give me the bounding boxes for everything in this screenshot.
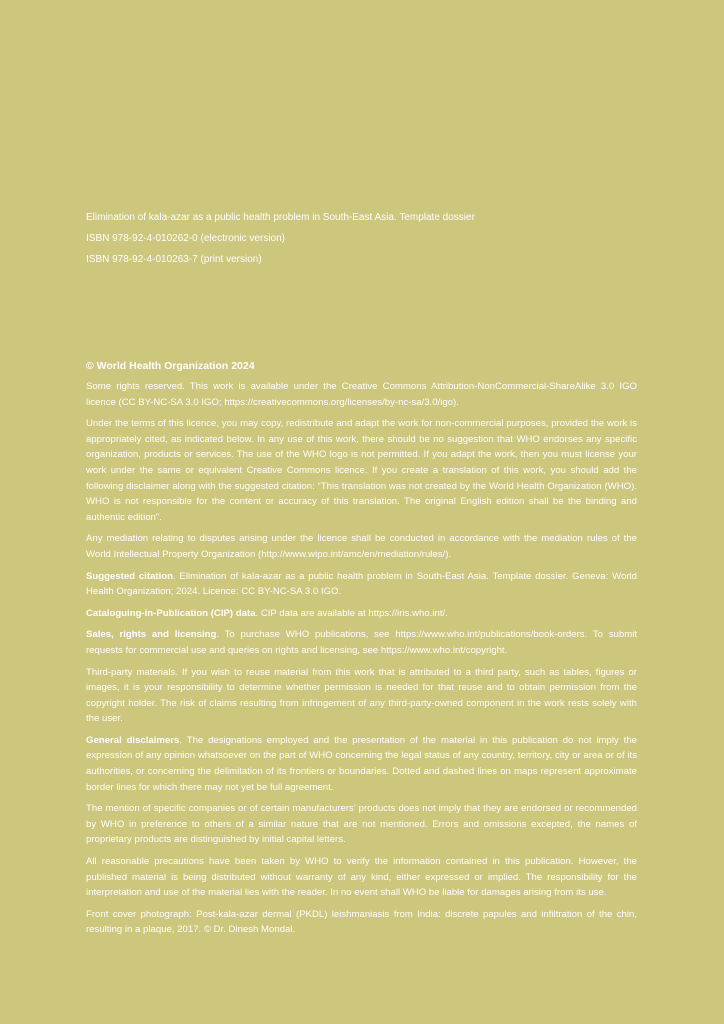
citation-paragraph [86, 569, 637, 600]
precautions-paragraph: All reasonable precautions have been taken by WHO to verify the information contained in this publication. However, the published material is being distributed without warranty of any kind, either expressed or implied. The responsibility for the interpretation and use of the material lies with the reader. In no event shall WHO be liable for damages arising from its use. [86, 856, 637, 899]
disclaimers-text: . The designations employed and the presentation of the material in this publication do not imply the expression of any opinion whatsoever on the part of WHO concerning the legal status of any country, territory, city or area or of its authorities, or concerning the delimitation of its frontiers or boundaries. Dotted and dashed lines on maps represent approximate border lines for which there may not yet be full agreement. [86, 734, 637, 793]
disclaimers-label: General disclaimers [86, 734, 180, 746]
rights-paragraph: Some rights reserved. This work is available under the Creative Commons Attribution-NonCommercial-ShareAlike 3.0 IGO licence (CC BY-NC-SA 3.0 IGO; https://creativecommons.org/licenses/by-nc-sa/3.0/igo). [86, 381, 637, 408]
isbn-print: ISBN 978-92-4-010263-7 (print version) [86, 254, 262, 265]
copyright-heading: © World Health Organization 2024 [86, 360, 255, 372]
isbn-electronic: ISBN 978-92-4-010262-0 (electronic version) [86, 233, 285, 244]
copyright-notice [86, 359, 637, 944]
disclaimers-paragraph [86, 733, 637, 795]
sales-paragraph [86, 627, 637, 658]
third-party-paragraph: Third-party materials. If you wish to reuse material from this work that is attributed to a third party, such as tables, figures or images, it is your responsibility to determine whether permission is needed for that reuse and to obtain permission from the copyright holder. The risk of claims resulting from infringement of any third-party-owned component in the work rests solely with the user. [86, 666, 637, 725]
publication-title: Elimination of kala-azar as a public health problem in South-East Asia. Template dossier [86, 212, 475, 223]
cip-label: Cataloguing-in-Publication (CIP) data [86, 607, 256, 619]
cover-photo-credit: Front cover photograph: Post-kala-azar dermal (PKDL) leishmaniasis from India: discrete papules and infiltration of the chin, resulting in a plaque, 2017. © Dr. Dinesh Mondal. [86, 908, 637, 936]
terms-paragraph: Under the terms of this licence, you may copy, redistribute and adapt the work for non-commercial purposes, provided the work is appropriately cited, as indicated below. In any use of this work, there should be no suggestion that WHO endorses any specific organization, products or services. The use of the WHO logo is not permitted. If you adapt the work, then you must license your work under the same or equivalent Creative Commons licence. If you create a translation of this work, you should add the following disclaimer along with the suggested citation: “This translation was not created by the World Health Organization (WHO). WHO is not responsible for the content or accuracy of this translation. The original English edition shall be the binding and authentic edition”. [86, 418, 637, 523]
mediation-paragraph: Any mediation relating to disputes arising under the licence shall be conducted in accordance with the mediation rules of the World Intellectual Property Organization (http://www.wipo.int/amc/en/mediation/rules/). [86, 533, 637, 560]
cip-text: . CIP data are available at https://iris.who.int/. [255, 607, 448, 619]
sales-text: . To purchase WHO publications, see https://www.who.int/publications/book-orders. To submit requests for commercial use and queries on rights and licensing, see https://www.who.int/copyright. [86, 629, 638, 656]
cip-paragraph [86, 606, 637, 622]
citation-label: Suggested citation [86, 570, 173, 582]
companies-paragraph: The mention of specific companies or of certain manufacturers’ products does not imply that they are endorsed or recommended by WHO in preference to others of a similar nature that are not mentioned. Errors and omissions excepted, the names of proprietary products are distinguished by initial capital letters. [86, 803, 637, 846]
citation-text: . Elimination of kala-azar as a public health problem in South-East Asia. Template dossier. Geneva: World Health Organization; 2024. Licence: CC BY-NC-SA 3.0 IGO. [86, 570, 637, 598]
publication-info [86, 211, 646, 274]
sales-label: Sales, rights and licensing [86, 629, 217, 641]
